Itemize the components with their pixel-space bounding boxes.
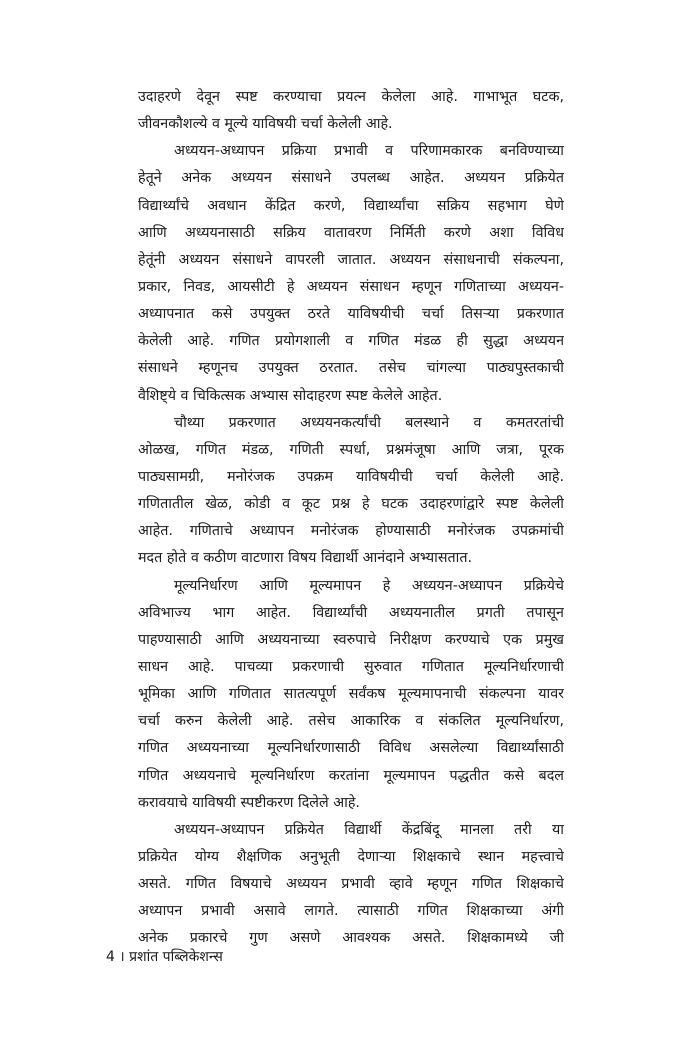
text-line: उदाहरणे देवून स्पष्ट करण्याचा प्रयत्न केलेला आहे. गाभाभूत घटक, [138, 89, 564, 105]
text-line: ओळख, गणित मंडळ, गणिती स्पर्धा, प्रश्नमंजूषा आणि जत्रा, पूरक [138, 441, 564, 458]
text-line: जीवनकौशल्ये व मूल्ये याविषयी चर्चा केलेली आहे. [138, 116, 393, 133]
text-line: गणित अध्ययनाचे मूल्यनिर्धारण करतांना मूल्यमापन पद्धतीत कसे बदल [138, 767, 564, 784]
text-line: विद्यार्थ्यांचे अवधान केंद्रित करणे, विद्यार्थ्यांचा सक्रिय सहभाग घेणे [138, 197, 564, 214]
paragraph-first-line: अध्ययन-अध्यापन प्रक्रिया प्रभावी व परिणामकारक बनविण्याच्या [174, 143, 564, 160]
body-text [138, 84, 564, 953]
text-line: आहेत. गणिताचे अध्यापन मनोरंजक होण्यासाठी मनोरंजक उपक्रमांची [138, 523, 564, 540]
text-line: साधन आहे. पाचव्या प्रकरणाची सुरुवात गणितात मूल्यनिर्धारणाची [138, 658, 564, 675]
paragraph-first-line: चौथ्या प्रकरणात अध्ययनकर्त्यांची बलस्थाने व कमतरतांची [174, 414, 564, 431]
text-line: केलेली आहे. गणित प्रयोगशाली व गणित मंडळ ही सुद्धा अध्ययन [138, 333, 564, 350]
text-line: पाठ्यसामग्री, मनोरंजक उपक्रम याविषयीची चर्चा केलेली आहे. [138, 468, 564, 485]
text-line: अविभाज्य भाग आहेत. विद्यार्थ्यांची अध्ययनातील प्रगती तपासून [138, 604, 564, 621]
text-line: प्रक्रियेत योग्य शैक्षणिक अनुभूती देणाऱ्या शिक्षकाचे स्थान महत्त्वाचे [138, 848, 564, 865]
text-line: मदत होते व कठीण वाटणारा विषय विद्यार्थी आनंदाने अभ्यासतात. [138, 550, 473, 567]
text-line: पाहण्यासाठी आणि अध्ययनाच्या स्वरुपाचे निरीक्षण करण्याचे एक प्रमुख [138, 631, 564, 648]
text-line: आणि अध्ययनासाठी सक्रिय वातावरण निर्मिती करणे अशा विविध [138, 224, 564, 241]
text-line: अध्यापन प्रभावी असावे लागते. त्यासाठी गणित शिक्षकाच्या अंगी [138, 903, 564, 920]
page-footer: 4 । प्रशांत पब्लिकेशन्स [106, 949, 223, 965]
paragraph-first-line: अध्ययन-अध्यापन प्रक्रियेत विद्यार्थी केंद्रबिंदू मानला तरी या [174, 821, 564, 838]
text-line: गणितातील खेळ, कोडी व कूट प्रश्न हे घटक उदाहरणांद्वारे स्पष्ट केलेली [138, 496, 564, 513]
text-line: संसाधने म्हणूनच उपयुक्त ठरतात. तसेच चांगल्या पाठ्यपुस्तकाची [138, 360, 564, 377]
text-line: असते. गणित विषयाचे अध्ययन प्रभावी व्हावे म्हणून गणित शिक्षकाचे [138, 876, 564, 893]
paragraph-first-line: मूल्यनिर्धारण आणि मूल्यमापन हे अध्ययन-अध्यापन प्रक्रियेचे [174, 577, 564, 594]
text-line: अध्यापनात कसे उपयुक्त ठरते याविषयीची चर्चा तिसऱ्या प्रकरणात [138, 306, 564, 323]
text-line: करावयाचे याविषयी स्पष्टीकरण दिलेले आहे. [138, 794, 360, 811]
text-line: हेतूंनी अध्ययन संसाधने वापरली जातात. अध्ययन संसाधनाची संकल्पना, [138, 251, 564, 268]
text-line: अनेक प्रकारचे गुण असणे आवश्यक असते. शिक्षकामध्ये जी [138, 930, 564, 947]
text-line: प्रकार, निवड, आयसीटी हे अध्ययन संसाधन म्हणून गणिताच्या अध्ययन- [138, 278, 564, 295]
text-line: वैशिष्ट्ये व चिकित्सक अभ्यास सोदाहरण स्पष्ट केलेले आहेत. [138, 387, 443, 404]
text-line: चर्चा करुन केलेली आहे. तसेच आकारिक व संकलित मूल्यनिर्धारण, [138, 713, 564, 730]
text-line: हेतूने अनेक अध्ययन संसाधने उपलब्ध आहेत. अध्ययन प्रक्रियेत [138, 170, 564, 187]
text-line: भूमिका आणि गणितात सातत्यपूर्ण सर्वंकष मूल्यमापनाची संकल्पना यावर [138, 686, 564, 703]
text-line: गणित अध्ययनाच्या मूल्यनिर्धारणासाठी विविध असलेल्या विद्यार्थ्यांसाठी [138, 740, 564, 757]
